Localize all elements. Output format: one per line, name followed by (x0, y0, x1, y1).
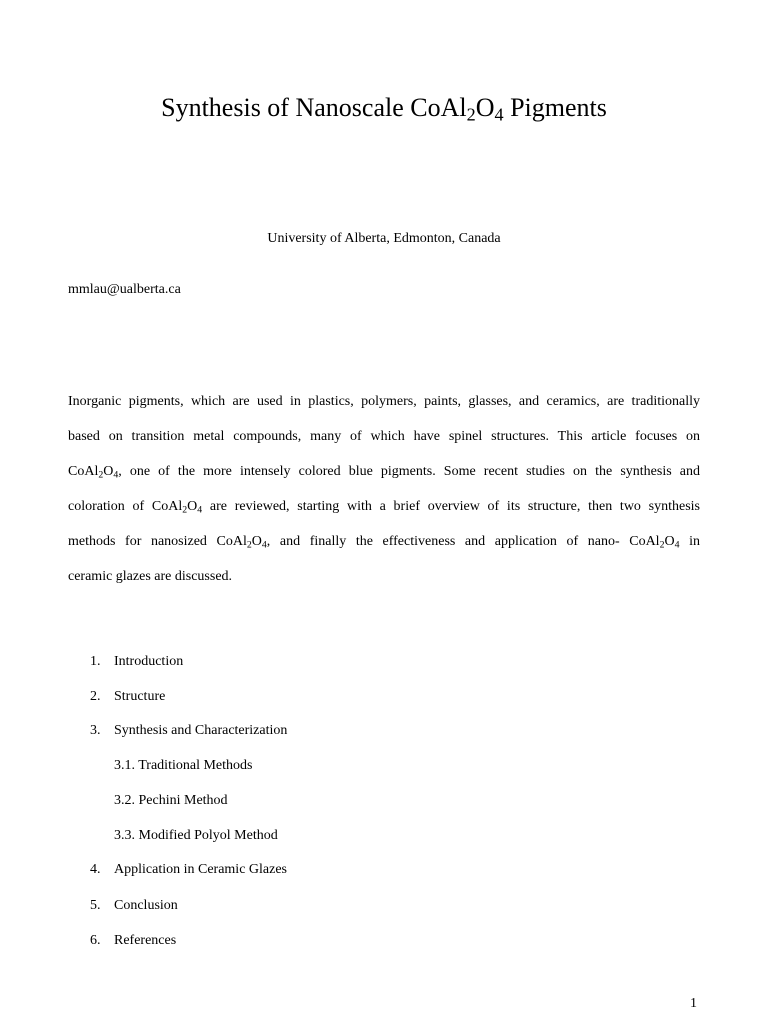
abstract-subscript: 4 (113, 469, 119, 481)
title-text: O (475, 93, 495, 122)
toc-number: 6. (90, 933, 101, 948)
toc-number: 4. (90, 862, 101, 877)
abstract-text: coloration of CoAl (68, 499, 183, 514)
abstract-text: O (251, 534, 262, 549)
toc-label: 3.3. Modified Polyol Method (114, 828, 278, 843)
toc-label: Structure (114, 689, 166, 704)
title-text: Pigments (503, 93, 607, 122)
abstract-subscript: 4 (674, 539, 680, 551)
abstract-line: ceramic glazes are discussed. (68, 569, 233, 584)
toc-number: 5. (90, 898, 101, 913)
title-subscript: 4 (494, 104, 504, 125)
title-text: Synthesis of Nanoscale CoAl (161, 93, 467, 122)
document-title (0, 90, 768, 126)
toc-label: 3.1. Traditional Methods (114, 758, 253, 773)
toc-number: 2. (90, 689, 101, 704)
abstract-text: O (187, 499, 198, 514)
abstract-line (68, 454, 700, 489)
abstract-subscript: 2 (98, 469, 104, 481)
abstract (68, 384, 700, 594)
page-number: 1 (690, 996, 697, 1011)
abstract-subscript: 2 (659, 539, 665, 551)
title-subscript: 2 (466, 104, 476, 125)
abstract-text: CoAl (68, 464, 99, 479)
abstract-line (68, 489, 700, 524)
toc-number: 1. (90, 654, 101, 669)
toc-label: Synthesis and Characterization (114, 723, 288, 738)
toc-number: 3. (90, 723, 101, 738)
abstract-text: are reviewed, starting with a brief overview of its structure, then two synthesis (202, 499, 700, 514)
abstract-text: in (679, 534, 700, 549)
abstract-subscript: 4 (261, 539, 267, 551)
abstract-text: O (664, 534, 675, 549)
author-email: mmlau@ualberta.ca (68, 282, 181, 297)
abstract-subscript: 2 (182, 504, 188, 516)
abstract-text: , one of the more intensely colored blue pigments. Some recent studies on the synthesis and (118, 464, 700, 479)
toc-label: References (114, 933, 177, 948)
toc-label: 3.2. Pechini Method (114, 793, 228, 808)
abstract-line: based on transition metal compounds, many of which have spinel structures. This article focuses on (68, 429, 700, 444)
abstract-subscript: 4 (197, 504, 203, 516)
toc-label: Conclusion (114, 898, 178, 913)
abstract-text: O (103, 464, 114, 479)
toc-label: Application in Ceramic Glazes (114, 862, 287, 877)
abstract-text: , and finally the effectiveness and application of nano- CoAl (266, 534, 660, 549)
toc-label: Introduction (114, 654, 184, 669)
abstract-text: methods for nanosized CoAl (68, 534, 247, 549)
abstract-line: Inorganic pigments, which are used in plastics, polymers, paints, glasses, and ceramics, are traditionally (68, 394, 700, 409)
abstract-line (68, 524, 700, 559)
abstract-subscript: 2 (246, 539, 252, 551)
affiliation: University of Alberta, Edmonton, Canada (267, 231, 501, 246)
